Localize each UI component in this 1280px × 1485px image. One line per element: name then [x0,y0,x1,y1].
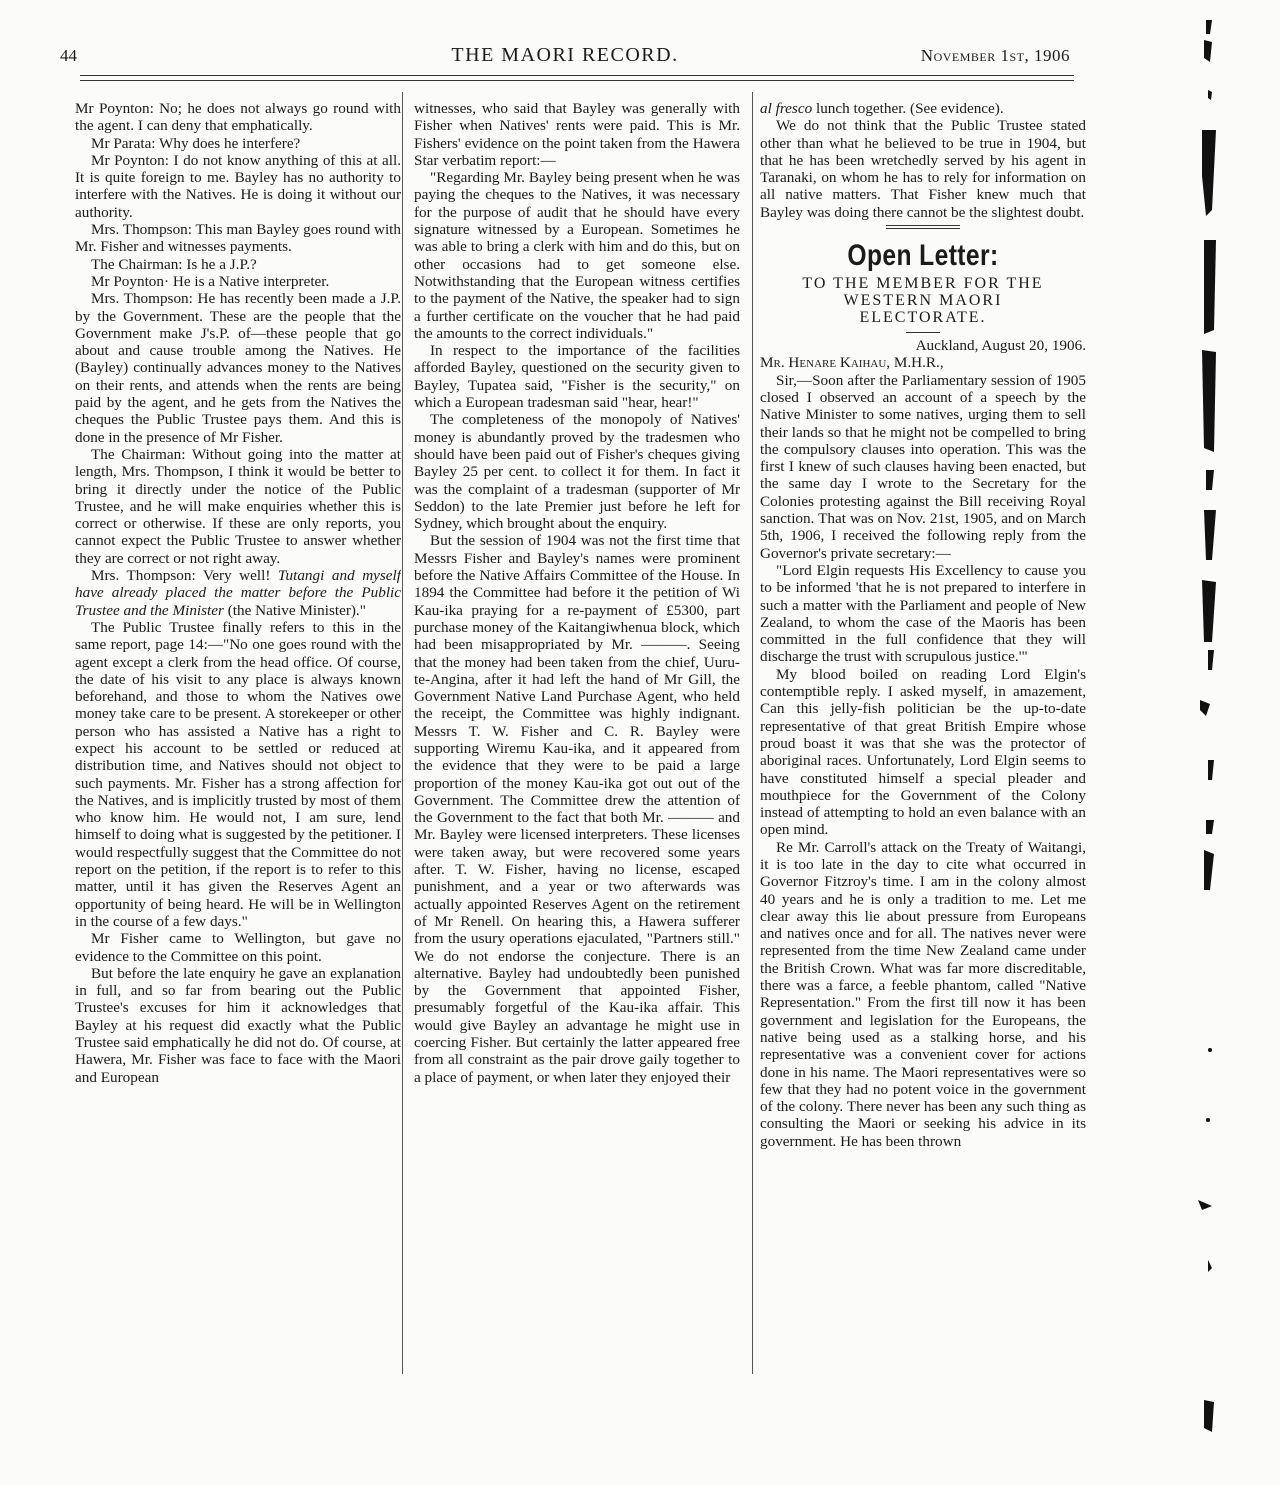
speaker-text-tail: (the Native Minister)." [223,601,366,619]
paragraph: Mr Fisher came to Wellington, but gave no evidence to the Committee on this point. [75,930,401,965]
section-divider [886,225,960,229]
paragraph: But the session of 1904 was not the first time that Messrs Fisher and Bayley's names were prominent before the Native Affairs Committee of the House. In 1894 the Committee had before it the petition of Wi Kau-ika praying for a re-payment of £5300, part purchase money of the Kaitangiwhenua block, which had been misappropriated by Mr. ———. Seeing that the money had been taken from the chief, Uuru-te-Angina, after it had left the hand of Mr Gill, the Government Native Land Purchase Agent, who held the receipt, the Committee was highly indignant. Messrs T. W. Fisher and C. R. Bayley were supporting Wiremu Kau-ika, and it appeared from the evidence that they were to be paid a large proportion of the money Kau-ika got out out of the Government. The Committee drew the attention of the Government to the fact that both Mr. ——— and Mr. Bayley were licensed interpreters. These licenses were taken away, but were recovered some years after. T. W. Fisher, having no license, escaped punishment, and a year or two afterwards was actually appointed Reserves Agent on the retirement of Mr Renell. On hearing this, a Hawera sufferer from the usury operations ejaculated, "Partners still." We do not endorse the conjecture. There is an alternative. Bayley had undoubtedly been punished by the Government that appointed Fisher, presumably forgetful of the Kau-ika affair. This would give Bayley an advantage he might use in coercing Fisher. But certainly the latter appeared free from all constraint as the pair drove gaily together to a place of payment, or when later they enjoyed their [414,532,740,1086]
open-letter-subheading: TO THE MEMBER FOR THE [802,275,1044,293]
column-1 [75,100,401,1370]
header-rule-lower [80,80,1074,81]
page-number: 44 [60,46,77,65]
paragraph: Re Mr. Carroll's attack on the Treaty of Waitangi, it is too late in the day to cite what occurred in Governor Fitzroy's time. I am in the colony almost 40 years and he is only a tradition to me. Let me clear away this lie about pressure from Europeans and natives once and for all. The natives never were represented from the time New Zealand came under the British Crown. What was far more discreditable, there was a farce, a feeble phantom, called "Native Representation." From the first till now it has been government and legislation for the Europeans, the native being used as a stalking horse, and his representative was a convenient cover for actions done in his name. The Maori representatives were so few that they had no potent voice in the government of the colony. There never has been any such thing as consulting the Maori or seeking his advice in its government. He has been thrown [760,838,1086,1150]
paragraph [75,567,401,619]
scan-edge-marks [1178,0,1238,1485]
publication-title: THE MAORI RECORD. [451,44,679,66]
paragraph: In respect to the importance of the facilities afforded Bayley, questioned on the security given to Bayley, Tupatea said, "Fisher is the security," on which a European tradesman said "hear, hear!" [414,342,740,412]
speaker-text: Mrs. Thompson: Very well! [91,567,278,585]
open-letter-subheading: WESTERN MAORI [843,292,1003,310]
paragraph: "Lord Elgin requests His Excellency to cause you to be informed 'that he is not prepared to interfere in such a matter with the Parliament and people of New Zealand, to whom the case of the Maoris has been committed in the full confidence that they will discharge the trust with scrupulous justice.'" [760,561,1086,666]
paragraph: We do not think that the Public Trustee stated other than what he believed to be true in 1904, but that he has been wretchedly served by his agent in Taranaki, on whom he has to rely for information on all native matters. That Fisher knew much that Bayley was doing there cannot be the slightest doubt. [760,117,1086,221]
column-3 [760,100,1086,1370]
paragraph: witnesses, who said that Bayley was generally with Fisher when Natives' rents were paid. This is Mr. Fishers' evidence on the point taken from the Hawera Star verbatim report:— [414,100,740,169]
paragraph: "Regarding Mr. Bayley being present when he was paying the cheques to the Natives, it was necessary for the purpose of audit that he should have every signature witnessed by a European. Sometimes he was able to bring a clerk with him and do this, but on other occasions had to get someone else. Notwithstanding that the European witness certifies to the payment of the Native, the speaker had to sign a further certificate on the voucher that he had paid the amounts to the correct individuals." [414,169,740,342]
paragraph [760,100,1086,117]
paragraph: Mr Poynton· He is a Native interpreter. [91,272,330,290]
letter-addressee: Mr. Henare Kaihau, M.H.R., [760,354,944,372]
paragraph: Mrs. Thompson: He has recently been made a J.P. by the Government. These are the people that the Government make J's.P. of—these people that go about and cause trouble among the Natives. He (Bayley) continually advances money to the Natives on their rents, and attends when the rents are being paid by the agent, and he gets from the Natives the cheques the Public Trustee pays them. And this is done in the presence of Mr Fisher. [75,290,401,446]
paragraph: Mr Parata: Why does he interfere? [91,134,301,152]
paragraph: My blood boiled on reading Lord Elgin's contemptible reply. I asked myself, in amazement, Can this jelly-fish politician be the up-to-date representative of that great British Empire whose proud boast it was that she was the protector of aboriginal races. Unfortunately, Lord Elgin seems to have constituted himself a special pleader and mouthpiece for the Government of the Colony instead of attempting to hold an even balance with an open mind. [760,665,1086,839]
open-letter-heading: Open Letter: [847,239,999,273]
paragraph: But before the late enquiry he gave an explanation in full, and so far from bearing out the Public Trustee's excuses for him it acknowledges that Bayley at his request did exactly what the Public Trustee said emphatically he did not do. Of course, at Hawera, Mr. Fisher was face to face with the Maori and European [75,964,401,1086]
paragraph: The Chairman: Is he a J.P.? [91,255,257,273]
italic-quote: Tutangi and myself have already placed the matter before the Public Trustee and the Minister [75,567,401,619]
paragraph: The Chairman: Without going into the matter at length, Mrs. Thompson, I think it would be better to bring it directly under the notice of the Public Trustee, and he will make enquiries whether this is correct or otherwise. If these are only reports, you cannot expect the Public Trustee to answer whether they are correct or not right away. [75,445,401,567]
letter-dateline: Auckland, August 20, 1906. [915,337,1086,355]
paragraph: The completeness of the monopoly of Natives' money is abundantly proved by the tradesmen who should have been paid out of Fisher's cheques giving Bayley 25 per cent. to collect it for them. In fact it was the complaint of a tradesman (supporter of Mr Seddon) to the late Premier just before he left for Sydney, which brought about the enquiry. [414,411,740,533]
short-rule [906,332,940,333]
page-header [60,44,1070,74]
issue-date: November 1st, 1906 [920,46,1070,65]
paragraph-text: lunch together. (See evidence). [812,100,1004,117]
paragraph: Sir,—Soon after the Parliamentary session of 1905 closed I observed an account of a speech by the Native Minister to some natives, urging them to sell their lands so that he might not be compelled to bring the compulsory clauses into operation. This was the first I knew of such clauses having been enacted, but the same day I wrote to the Secretary for the Colonies protesting against the Bill receiving Royal sanction. That was on Nov. 21st, 1905, and on March 5th, 1906, I received the following reply from the Governor's private secretary:— [760,371,1086,562]
header-rule [80,75,1074,76]
paragraph: The Public Trustee finally refers to this in the same report, page 14:—"No one goes round with the agent except a clerk from the head office. Of course, the date of his visit to any place is always known beforehand, and those to whom the Natives owe money take care to be present. A storekeeper or other person who has assisted a Native has a right to expect his account to be settled or reduced at distribution time, and Natives should not object to such payments. Mr. Fisher has a strong affection for the Natives, and is implicitly trusted by most of them who know him. He would not, I am sure, lend himself to doing what is suggested by the petitioner. I would respectfully suggest that the Committee do not report on the petition, if the report is to refer to this matter, until it has given the Reserves Agent an opportunity of being heard. He will be in Wellington in the course of a few days." [75,618,401,930]
column-divider [402,92,403,1374]
paragraph: Mr Poynton: No; he does not always go round with the agent. I can deny that emphatically. [75,100,401,135]
column-2 [414,100,740,1370]
italic-phrase: al fresco [760,100,813,117]
open-letter-subheading: ELECTORATE. [859,309,987,327]
paragraph: Mr Poynton: I do not know anything of this at all. It is quite foreign to me. Bayley has no authority to interfere with the Natives. He is doing it without our authority. [75,151,401,221]
paragraph: Mrs. Thompson: This man Bayley goes round with Mr. Fisher and witnesses payments. [75,221,401,256]
column-divider [752,92,753,1374]
